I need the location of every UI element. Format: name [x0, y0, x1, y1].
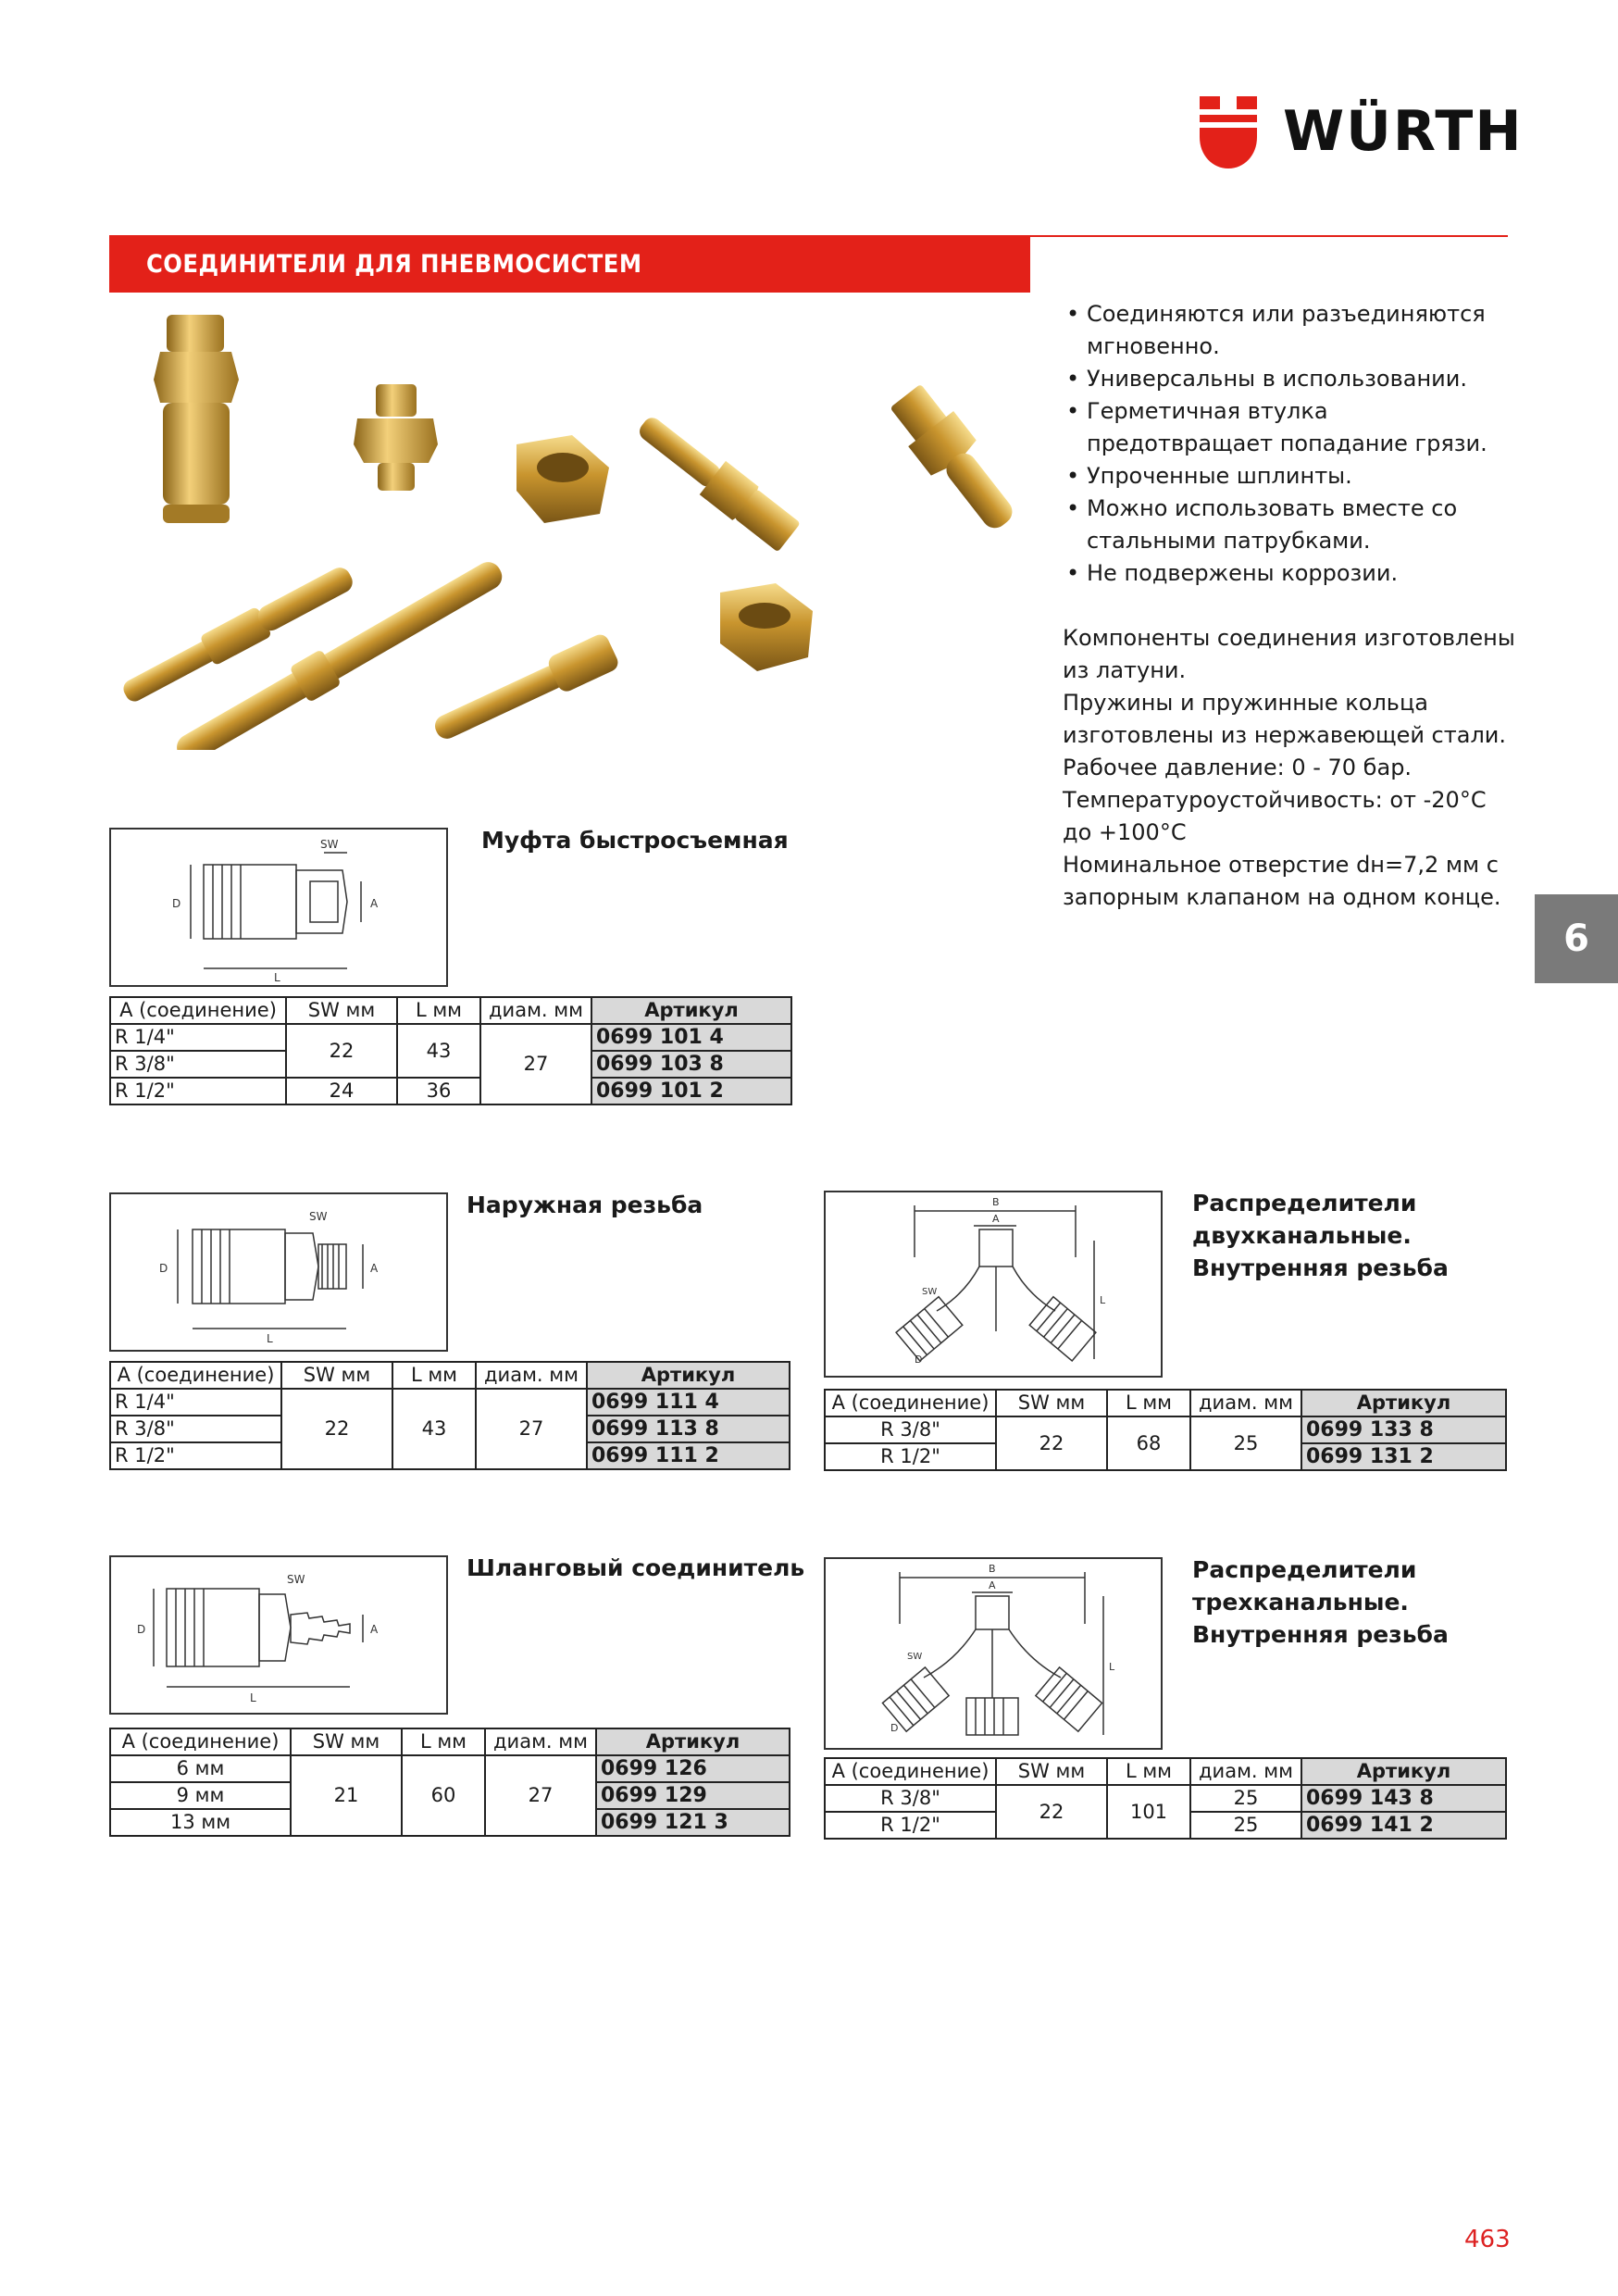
svg-text:SW: SW [287, 1573, 305, 1586]
table-header-row [110, 1728, 790, 1755]
product-title-line: Внутренняя резьба [1192, 1254, 1449, 1281]
product-title-line: Внутренняя резьба [1192, 1621, 1449, 1648]
cell-l: 60 [402, 1755, 485, 1836]
col-header: SW мм [996, 1758, 1107, 1785]
cell-article: 0699 133 8 [1301, 1416, 1506, 1443]
table-row [110, 1755, 790, 1782]
svg-text:A: A [370, 1623, 379, 1636]
table-row [825, 1416, 1506, 1443]
cell-connection: 9 мм [110, 1782, 291, 1809]
cell-sw: 24 [286, 1078, 397, 1104]
col-header: L мм [1107, 1758, 1190, 1785]
cell-connection: R 1/2" [110, 1442, 281, 1469]
svg-text:A: A [989, 1579, 996, 1591]
cell-article: 0699 103 8 [591, 1051, 791, 1078]
cell-l: 101 [1107, 1785, 1190, 1839]
description [1063, 622, 1515, 914]
svg-text:SW: SW [320, 838, 339, 851]
col-header: L мм [402, 1728, 485, 1755]
coupling-diagram [109, 828, 448, 987]
product-title-line: Распределители [1192, 1190, 1417, 1217]
cell-connection: R 1/2" [825, 1812, 996, 1839]
col-header: SW мм [996, 1390, 1107, 1416]
col-header: SW мм [291, 1728, 402, 1755]
col-header: L мм [397, 997, 480, 1024]
cell-article: 0699 131 2 [1301, 1443, 1506, 1470]
feature-item: • Соединяются или разъединяются мгновенно. [1066, 298, 1501, 363]
cell-connection: R 1/4" [110, 1389, 281, 1416]
header-rule [1030, 235, 1508, 237]
product-title-line: трехканальные. [1192, 1589, 1409, 1616]
cell-article: 0699 126 [596, 1755, 790, 1782]
cell-connection: 6 мм [110, 1755, 291, 1782]
svg-text:SW: SW [907, 1652, 923, 1662]
cell-diam: 27 [476, 1389, 587, 1469]
cell-l: 36 [397, 1078, 480, 1104]
svg-text:L: L [250, 1691, 256, 1704]
hose-connector-diagram [109, 1555, 448, 1715]
svg-text:D: D [159, 1262, 168, 1275]
cell-connection: R 3/8" [110, 1416, 281, 1442]
spec-table [109, 1361, 790, 1470]
product-photo [109, 306, 1029, 750]
col-header: диам. мм [1190, 1390, 1301, 1416]
col-header: Артикул [1301, 1758, 1506, 1785]
cell-connection: R 3/8" [825, 1785, 996, 1812]
cell-l: 43 [392, 1389, 476, 1469]
cell-connection: R 1/4" [110, 1024, 286, 1051]
svg-text:D: D [890, 1722, 899, 1734]
col-header: Артикул [591, 997, 791, 1024]
male-thread-diagram [109, 1192, 448, 1352]
three-way-distributor-diagram [824, 1557, 1163, 1750]
description-line: Температуроустойчивость: от -20°C [1063, 787, 1487, 813]
brand-name: WÜRTH [1283, 99, 1524, 164]
feature-list [1066, 298, 1501, 590]
spec-table [109, 996, 792, 1105]
cell-diam: 25 [1190, 1812, 1301, 1839]
col-header: A (соединение) [110, 997, 286, 1024]
cell-sw: 22 [996, 1785, 1107, 1839]
cell-diam: 27 [485, 1755, 596, 1836]
cell-article: 0699 141 2 [1301, 1812, 1506, 1839]
col-header: диам. мм [476, 1362, 587, 1389]
col-header: Артикул [587, 1362, 790, 1389]
cell-article: 0699 113 8 [587, 1416, 790, 1442]
chapter-tab: 6 [1535, 894, 1618, 983]
spec-table [824, 1757, 1507, 1840]
cell-article: 0699 101 2 [591, 1078, 791, 1104]
svg-text:B: B [992, 1196, 1000, 1208]
cell-article: 0699 129 [596, 1782, 790, 1809]
svg-text:SW: SW [309, 1210, 328, 1223]
cell-article: 0699 101 4 [591, 1024, 791, 1051]
svg-text:L: L [267, 1332, 273, 1345]
cell-l: 68 [1107, 1416, 1190, 1470]
table-row [110, 1078, 791, 1104]
description-line: из латуни. [1063, 657, 1187, 683]
section-title: СОЕДИНИТЕЛИ ДЛЯ ПНЕВМОСИСТЕМ [146, 250, 642, 279]
svg-text:B: B [989, 1563, 996, 1575]
col-header: SW мм [281, 1362, 392, 1389]
table-row [110, 1389, 790, 1416]
description-line: Пружины и пружинные кольца [1063, 690, 1428, 716]
cell-sw: 21 [291, 1755, 402, 1836]
cell-connection: R 1/2" [825, 1443, 996, 1470]
col-header: диам. мм [480, 997, 591, 1024]
description-line: Компоненты соединения изготовлены [1063, 625, 1515, 651]
svg-text:L: L [1109, 1661, 1115, 1673]
svg-text:D: D [172, 897, 181, 910]
cell-l: 43 [397, 1024, 480, 1078]
cell-connection: R 1/2" [110, 1078, 286, 1104]
two-way-distributor-diagram [824, 1191, 1163, 1378]
cell-article: 0699 111 4 [587, 1389, 790, 1416]
col-header: Артикул [1301, 1390, 1506, 1416]
col-header: A (соединение) [110, 1728, 291, 1755]
product-title-line: двухканальные. [1192, 1222, 1412, 1249]
col-header: диам. мм [485, 1728, 596, 1755]
svg-text:A: A [370, 897, 379, 910]
description-line: до +100°C [1063, 819, 1187, 845]
page-number: 463 [1464, 2226, 1511, 2253]
cell-sw: 22 [286, 1024, 397, 1078]
col-header: SW мм [286, 997, 397, 1024]
table-header-row [825, 1390, 1506, 1416]
col-header: Артикул [596, 1728, 790, 1755]
cell-sw: 22 [281, 1389, 392, 1469]
col-header: A (соединение) [825, 1390, 996, 1416]
table-header-row [825, 1758, 1506, 1785]
product-title: Наружная резьба [467, 1192, 703, 1218]
col-header: A (соединение) [110, 1362, 281, 1389]
svg-text:D: D [915, 1354, 923, 1366]
feature-item: • Не подвержены коррозии. [1066, 557, 1501, 590]
table-row [110, 1024, 791, 1051]
cell-diam: 25 [1190, 1785, 1301, 1812]
cell-sw: 22 [996, 1416, 1107, 1470]
spec-table [109, 1728, 790, 1837]
table-header-row [110, 997, 791, 1024]
cell-connection: 13 мм [110, 1809, 291, 1836]
svg-text:D: D [137, 1623, 146, 1636]
product-title [1192, 1187, 1449, 1284]
cell-article: 0699 121 3 [596, 1809, 790, 1836]
feature-item: • Упроченные шплинты. [1066, 460, 1501, 493]
svg-text:A: A [370, 1262, 379, 1275]
product-title [1192, 1554, 1449, 1651]
cell-diam: 25 [1190, 1416, 1301, 1470]
feature-item: • Можно использовать вместе со стальными патрубками. [1066, 493, 1501, 557]
cell-connection: R 3/8" [825, 1416, 996, 1443]
col-header: диам. мм [1190, 1758, 1301, 1785]
feature-item: • Герметичная втулка предотвращает попадание грязи. [1066, 395, 1501, 460]
product-title: Муфта быстросъемная [481, 827, 789, 854]
cell-diam: 27 [480, 1024, 591, 1104]
cell-connection: R 3/8" [110, 1051, 286, 1078]
col-header: L мм [1107, 1390, 1190, 1416]
col-header: A (соединение) [825, 1758, 996, 1785]
svg-text:L: L [1100, 1294, 1106, 1306]
spec-table [824, 1389, 1507, 1471]
description-line: запорным клапаном на одном конце. [1063, 884, 1501, 910]
description-line: Рабочее давление: 0 - 70 бар. [1063, 755, 1413, 780]
table-header-row [110, 1362, 790, 1389]
cell-article: 0699 143 8 [1301, 1785, 1506, 1812]
svg-text:SW: SW [922, 1287, 938, 1297]
cell-article: 0699 111 2 [587, 1442, 790, 1469]
description-line: изготовлены из нержавеющей стали. [1063, 722, 1507, 748]
table-row [825, 1785, 1506, 1812]
svg-text:A: A [992, 1213, 1000, 1225]
col-header: L мм [392, 1362, 476, 1389]
description-line: Номинальное отверстие dн=7,2 мм с [1063, 852, 1499, 878]
product-title-line: Распределители [1192, 1556, 1417, 1583]
feature-item: • Универсальны в использовании. [1066, 363, 1501, 395]
product-title: Шланговый соединитель [467, 1554, 805, 1581]
svg-text:L: L [274, 971, 280, 984]
